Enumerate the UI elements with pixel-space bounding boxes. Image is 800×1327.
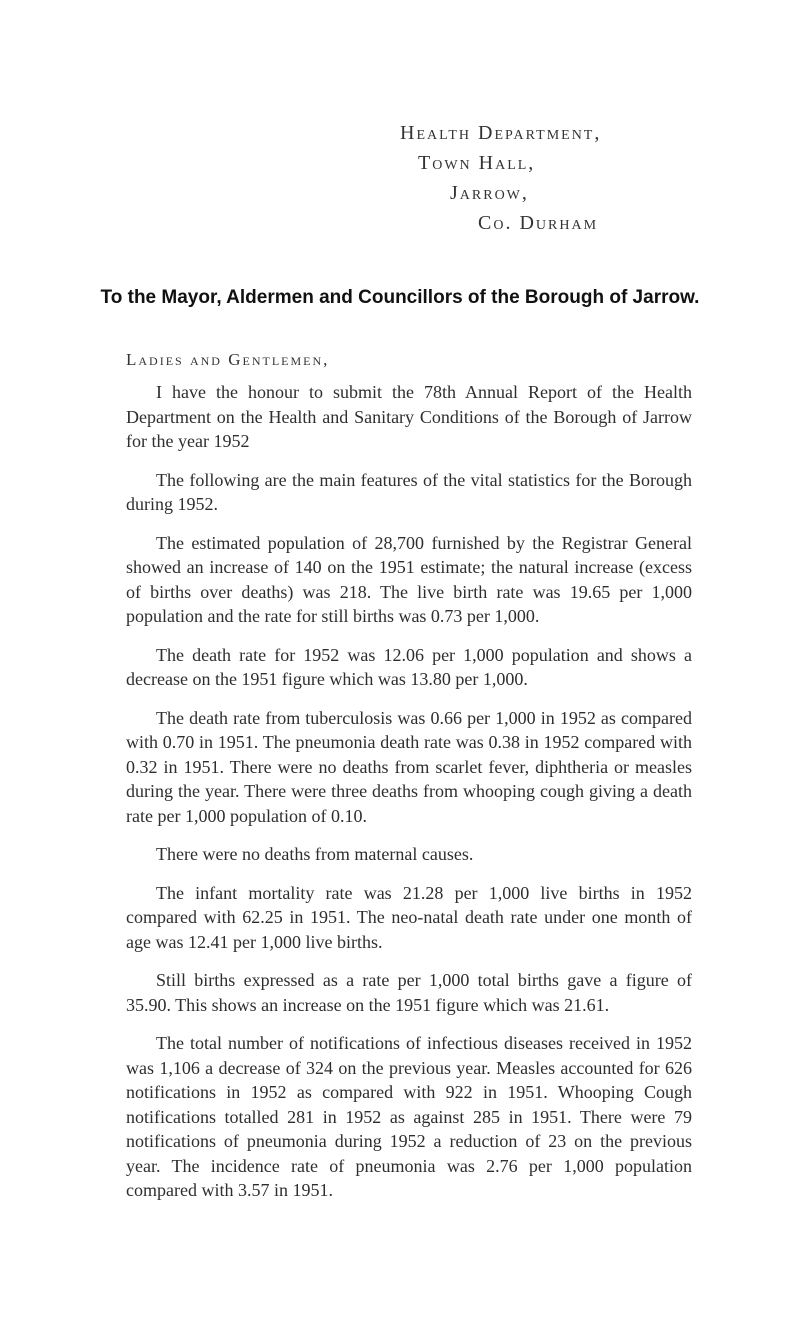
paragraph-infant-mortality: The infant mortality rate was 21.28 per 1,000 live births in 1952 compared with 62.25 in 1951. The neo-natal death rate under one month of age was 12.41 per 1,000 live births. — [126, 882, 692, 952]
address-line-3: Jarrow, — [450, 182, 529, 204]
greeting: Ladies and Gentlemen, — [126, 350, 330, 369]
address-line-1: Health Department, — [400, 122, 602, 144]
paragraph-notifications: The total number of notifications of infectious diseases received in 1952 was 1,106 a decrease of 324 on the previous year. Measles accounted for 626 notifications in 1952 as compared with 922 in 1951. Whooping Cough notifications totalled 281 in 1952 as against 285 in 1951. There were 79 notifications of pneumonia during 1952 a reduction of 23 on the previous year. The incidence rate of pneumonia was 2.76 per 1,000 population compared with 3.57 in 1951. — [126, 1033, 692, 1200]
paragraph-tuberculosis: The death rate from tuberculosis was 0.66 per 1,000 in 1952 as compared with 0.70 in 1951. The pneumonia death rate was 0.38 in 1952 compared with 0.32 in 1951. There were no deaths from scarlet fever, diphtheria or measles during the year. There were three deaths from whooping cough giving a death rate per 1,000 population of 0.10. — [126, 707, 692, 826]
paragraph-population: The estimated population of 28,700 furnished by the Registrar General showed an increase of 140 on the 1951 estimate; the natural increase (excess of births over deaths) was 218. The live birth rate was 19.65 per 1,000 population and the rate for still births was 0.73 per 1,000. — [126, 532, 692, 626]
paragraph-submission: I have the honour to submit the 78th Annual Report of the Health Department on the Health and Sanitary Conditions of the Borough of Jarrow for the year 1952 — [126, 382, 692, 451]
report-addressee-title: To the Mayor, Aldermen and Councillors of the Borough of Jarrow. — [100, 287, 700, 308]
report-body — [126, 380, 692, 1217]
address-line-2: Town Hall, — [418, 152, 536, 174]
paragraph-death-rate: The death rate for 1952 was 12.06 per 1,000 population and shows a decrease on the 1951 figure which was 13.80 per 1,000. — [126, 644, 692, 689]
paragraph-main-features: The following are the main features of the vital statistics for the Borough during 1952. — [126, 469, 692, 514]
sender-address — [400, 118, 601, 238]
address-line-4: Co. Durham — [478, 212, 599, 234]
paragraph-still-births: Still births expressed as a rate per 1,000 total births gave a figure of 35.90. This shows an increase on the 1951 figure which was 21.61. — [126, 970, 692, 1015]
paragraph-maternal: There were no deaths from maternal causes. — [156, 844, 474, 864]
